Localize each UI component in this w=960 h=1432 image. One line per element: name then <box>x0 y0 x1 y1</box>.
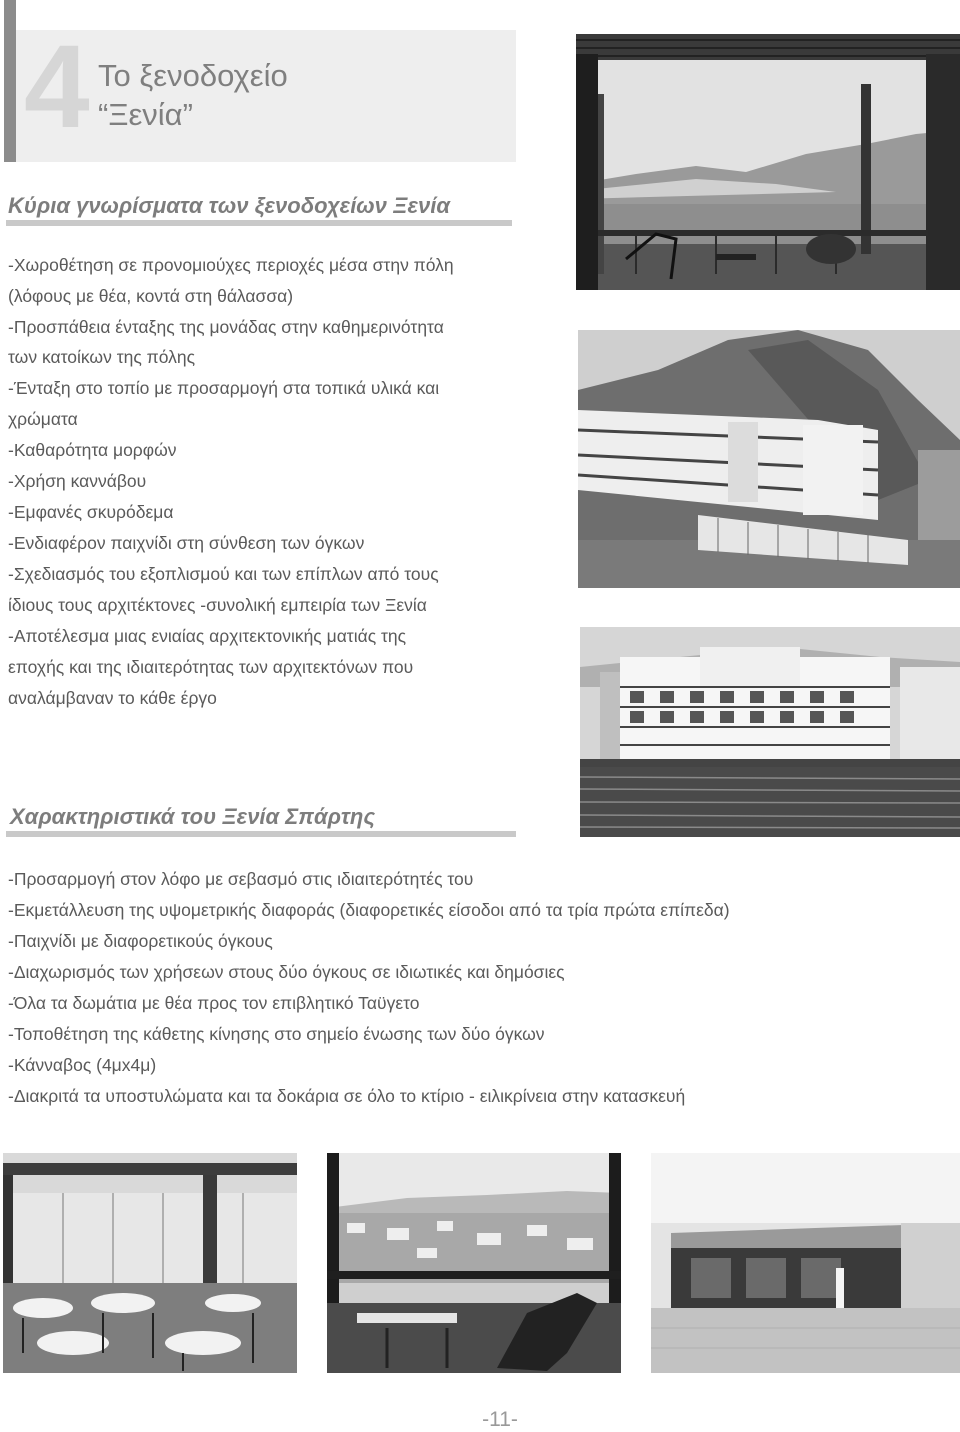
section1-line: χρώματα <box>8 409 78 429</box>
section1-line: αναλάμβαναν το κάθε έργο <box>8 688 217 708</box>
section1-line: των κατοίκων της πόλης <box>8 347 196 367</box>
section2-line: -Προσαρμογή στον λόφο με σεβασμό στις ιδιαιτερότητές του <box>8 869 474 889</box>
photo-hotel-entrance <box>651 1153 960 1373</box>
photo-dining-room <box>3 1153 297 1373</box>
section1-line: -Χωροθέτηση σε προνομιούχες περιοχές μέσα στην πόλη <box>8 255 454 275</box>
section1-line: εποχής και της ιδιαιτερότητας των αρχιτεκτόνων που <box>8 657 414 677</box>
section2-heading: Χαρακτηριστικά του Ξενία Σπάρτης <box>10 804 376 829</box>
section2-line: -Παιχνίδι με διαφορετικούς όγκους <box>8 931 273 951</box>
section2-underline <box>6 831 516 837</box>
section1-line: -Ένταξη στο τοπίο με προσαρμογή στα τοπικά υλικά και <box>8 378 440 398</box>
section1-line: -Σχεδιασμός του εξοπλισμού και των επίπλων από τους <box>8 564 439 584</box>
photo-hotel-waterfront <box>580 627 960 837</box>
section1-line: -Ενδιαφέρον παιχνίδι στη σύνθεση των όγκων <box>8 533 365 553</box>
photo-terrace-sea-view <box>576 34 960 290</box>
section1-line: -Χρήση καννάβου <box>8 471 147 491</box>
section1-line: ίδιους τους αρχιτέκτονες -συνολική εμπειρία των Ξενία <box>8 595 427 615</box>
section2-line: -Κάνναβος (4μx4μ) <box>8 1055 157 1075</box>
section1-line: (λόφους με θέα, κοντά στη θάλασσα) <box>8 286 294 306</box>
section2-line: -Τοποθέτηση της κάθετης κίνησης στο σημείο ένωσης των δύο όγκων <box>8 1024 545 1044</box>
section1-line: -Εμφανές σκυρόδεμα <box>8 502 174 522</box>
section2-line: -Όλα τα δωμάτια με θέα προς τον επιβλητικό Ταϋγετο <box>8 993 420 1013</box>
chapter-accent-bar <box>4 0 16 162</box>
photo-balcony-town-view <box>327 1153 621 1373</box>
section2-line: -Διαχωρισμός των χρήσεων στους δύο όγκους σε ιδιωτικές και δημόσιες <box>8 962 565 982</box>
photo-hotel-hillside <box>578 330 960 588</box>
section1-line: -Καθαρότητα μορφών <box>8 440 177 460</box>
section1-heading: Κύρια γνωρίσματα των ξενοδοχείων Ξενία <box>8 193 450 218</box>
chapter-number: 4 <box>24 21 86 153</box>
section1-line: -Προσπάθεια ένταξης της μονάδας στην καθημερινότητα <box>8 317 444 337</box>
section1-line: -Αποτέλεσμα μιας ενιαίας αρχιτεκτονικής ματιάς της <box>8 626 407 646</box>
chapter-title-line1: Το ξενοδοχείο <box>98 58 288 93</box>
chapter-title <box>98 56 288 134</box>
section2-line: -Εκμετάλλευση της υψομετρικής διαφοράς (διαφορετικές είσοδοι από τα τρία πρώτα επίπεδα) <box>8 900 730 920</box>
page-number: -11- <box>482 1408 518 1431</box>
section1-underline <box>6 220 512 226</box>
section2-line: -Διακριτά τα υποστυλώματα και τα δοκάρια σε όλο το κτίριο - ειλικρίνεια στην κατασκευή <box>8 1086 686 1106</box>
chapter-title-line2: “Ξενία” <box>98 97 193 132</box>
